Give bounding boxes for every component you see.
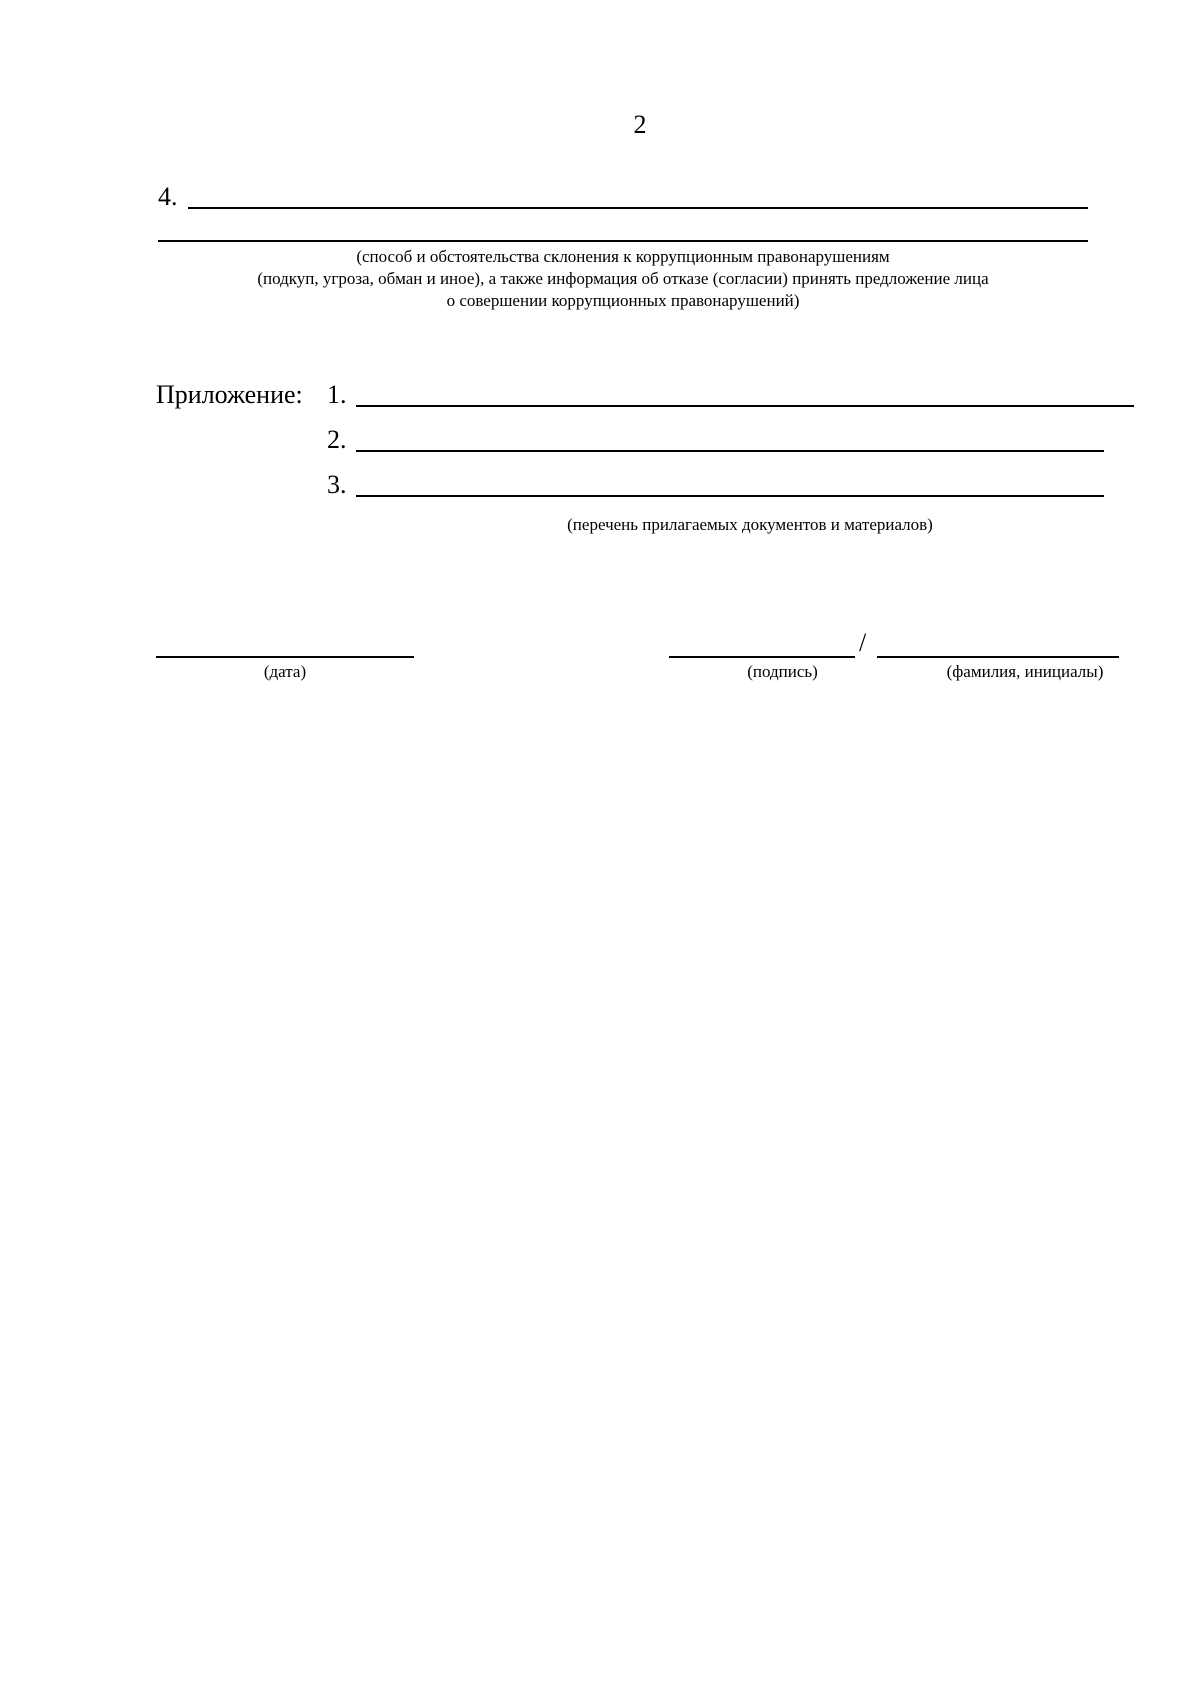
- section-4-fill-line[interactable]: [188, 207, 1088, 209]
- section-4-caption-line: (способ и обстоятельства склонения к коррупционным правонарушениям: [356, 247, 890, 266]
- appendix-item-3-fill-line[interactable]: [356, 495, 1104, 497]
- appendix-label: Приложение:: [156, 380, 303, 409]
- signature-fill-line[interactable]: [669, 656, 855, 658]
- date-fill-line[interactable]: [156, 656, 414, 658]
- signature-separator: /: [859, 628, 867, 657]
- page-number: 2: [633, 110, 647, 139]
- appendix-item-1-number: 1.: [327, 380, 347, 409]
- date-caption: (дата): [263, 662, 307, 681]
- section-4-number: 4.: [158, 182, 178, 211]
- appendix-item-3-number: 3.: [327, 470, 347, 499]
- appendix-item-1-fill-line[interactable]: [356, 405, 1134, 407]
- section-4-caption-line: о совершении коррупционных правонарушений): [446, 291, 800, 310]
- section-4-fill-line-2[interactable]: [158, 240, 1088, 242]
- section-4-caption: [158, 246, 1088, 312]
- appendix-caption: (перечень прилагаемых документов и материалов): [567, 515, 933, 534]
- name-caption: (фамилия, инициалы): [946, 662, 1104, 681]
- appendix-item-2-fill-line[interactable]: [356, 450, 1104, 452]
- appendix-item-2-number: 2.: [327, 425, 347, 454]
- name-fill-line[interactable]: [877, 656, 1119, 658]
- section-4-caption-line: (подкуп, угроза, обман и иное), а также информация об отказе (согласии) принять предложение лица: [257, 269, 989, 288]
- signature-caption: (подпись): [747, 662, 818, 681]
